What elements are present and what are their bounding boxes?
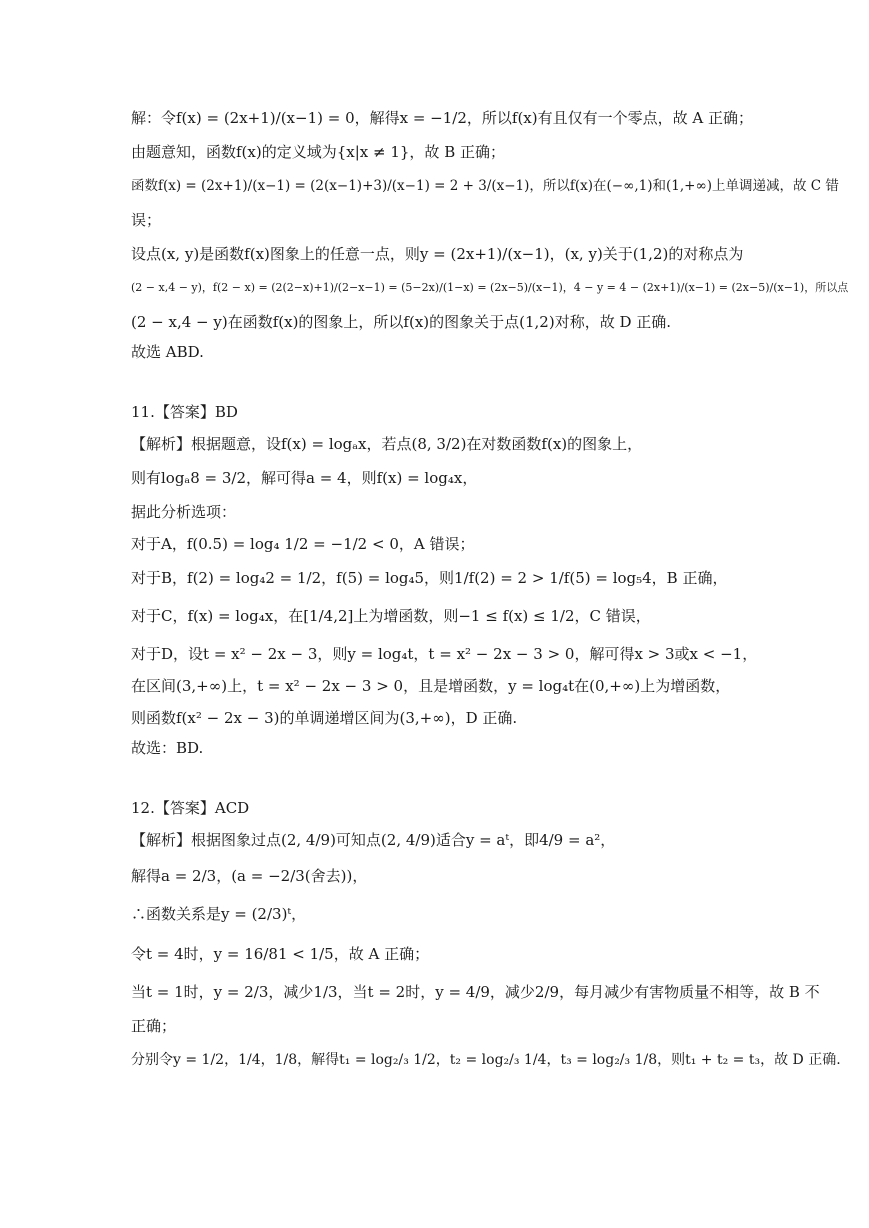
q10-line-3: 函数f(x) = (2x+1)/(x−1) = (2(x−1)+3)/(x−1) = 2 + 3/(x−1)，所以f(x)在(−∞,1)和(1,+∞)上单调递减，故 C 错 [131,178,839,194]
q11-line-6: 对于C，f(x) = log₄x，在[1/4,2]上为增函数，则−1 ≤ f(x) ≤ 1/2，C 错误， [131,607,651,625]
q11-line-10: 故选：BD. [131,739,204,757]
q11-heading: 11.【答案】BD [131,403,238,421]
q10-line-1: 解：令f(x) = (2x+1)/(x−1) = 0，解得x = −1/2，所以f(x)有且仅有一个零点，故 A 正确； [131,109,753,127]
q10-line-6: (2 − x,4 − y)，f(2 − x) = (2(2−x)+1)/(2−x−1) = (5−2x)/(1−x) = (2x−5)/(x−1)，4 − y = 4 − (2x+1)/(x−1) = (2x−5)/(x−1)，所以点 [131,281,849,294]
q11-line-8: 在区间(3,+∞)上，t = x² − 2x − 3 > 0，且是增函数，y = log₄t在(0,+∞)上为增函数， [131,677,731,695]
q11-line-3: 据此分析选项： [131,503,237,521]
q12-heading: 12.【答案】ACD [131,799,250,817]
q12-line-3: ∴函数关系是y = (2/3)ᵗ， [131,905,307,923]
q11-line-7: 对于D，设t = x² − 2x − 3，则y = log₄t，t = x² − 2x − 3 > 0，解可得x > 3或x < −1， [131,645,758,663]
q10-line-2: 由题意知，函数f(x)的定义域为{x|x ≠ 1}，故 B 正确； [131,143,505,161]
q12-line-1: 【解析】根据图象过点(2, 4/9)可知点(2, 4/9)适合y = aᵗ，即4/9 = a²， [131,831,616,849]
q11-line-2: 则有logₐ8 = 3/2，解可得a = 4，则f(x) = log₄x， [131,469,478,487]
q10-line-4: 误； [131,211,162,229]
q11-line-5: 对于B，f(2) = log₄2 = 1/2，f(5) = log₄5，则1/f(2) = 2 > 1/f(5) = log₅4，B 正确， [131,569,728,587]
q10-line-5: 设点(x, y)是函数f(x)图象上的任意一点，则y = (2x+1)/(x−1)，(x, y)关于(1,2)的对称点为 [131,245,744,263]
q12-line-7: 分别令y = 1/2，1/4，1/8，解得t₁ = log₂/₃ 1/2，t₂ = log₂/₃ 1/4，t₃ = log₂/₃ 1/8，则t₁ + t₂ = t₃，故 D 正确. [131,1052,841,1068]
q12-line-4: 令t = 4时，y = 16/81 < 1/5，故 A 正确； [131,945,430,963]
q11-line-1: 【解析】根据题意，设f(x) = logₐx，若点(8, 3/2)在对数函数f(x)的图象上， [131,435,643,453]
q12-line-2: 解得a = 2/3，(a = −2/3(舍去))， [131,867,368,885]
q12-line-5: 当t = 1时，y = 2/3，减少1/3，当t = 2时，y = 4/9，减少2/9，每月减少有害物质量不相等，故 B 不 [131,983,820,1001]
q11-line-4: 对于A，f(0.5) = log₄ 1/2 = −1/2 < 0，A 错误； [131,535,475,553]
q12-line-6: 正确； [131,1017,177,1035]
q10-line-8: 故选 ABD. [131,343,204,361]
q11-line-9: 则函数f(x² − 2x − 3)的单调递增区间为(3,+∞)，D 正确. [131,709,518,727]
q10-line-7: (2 − x,4 − y)在函数f(x)的图象上，所以f(x)的图象关于点(1,2)对称，故 D 正确. [131,313,672,331]
